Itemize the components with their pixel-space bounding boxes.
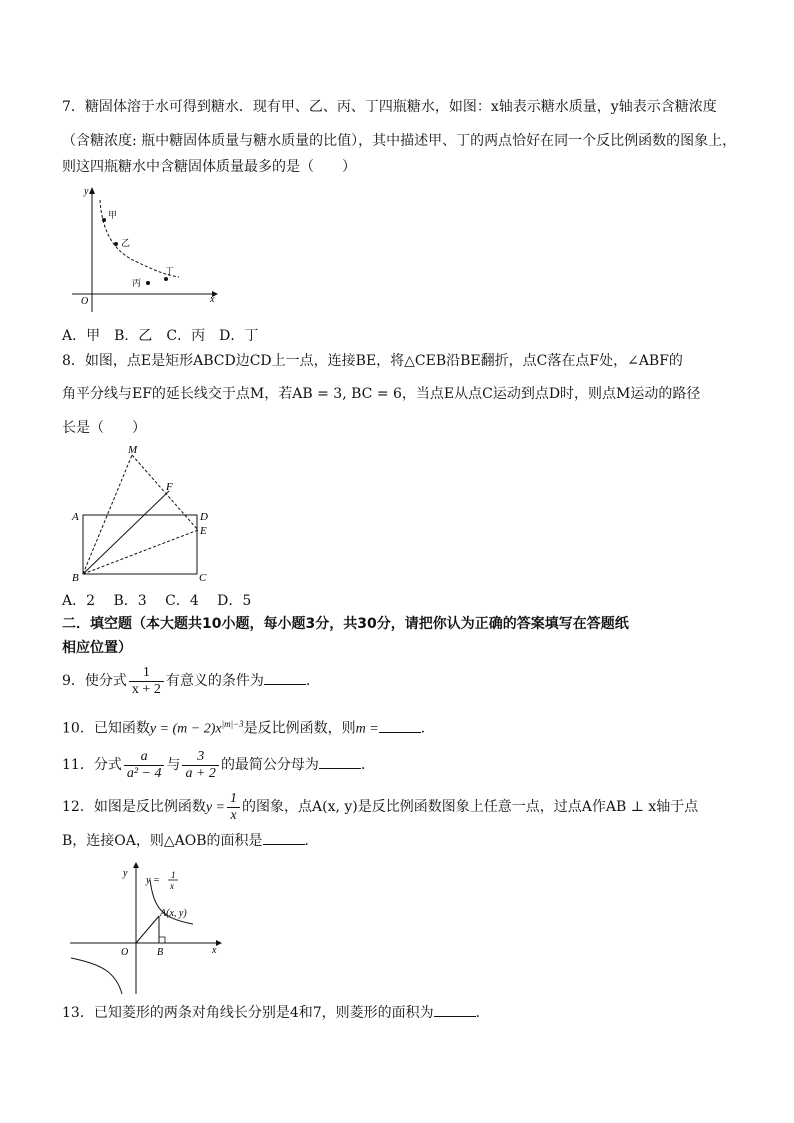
q8-segment-BE [83,530,198,574]
q8-line1: 8．如图，点E是矩形ABCD边CD上一点，连接BE，将△CEB沿BE翻折，点C落在点F处，∠ABF的 [62,353,683,369]
q10-prefix: 10．已知函数 [62,720,150,737]
q10-exponent: |m|−3 [221,719,244,729]
q12-line2-text: B，连接OA，则△AOB的面积是 [62,833,263,849]
q7-label-jia: 甲 [108,210,118,220]
q8-label-D: D [200,511,208,523]
q8-label-B: B [72,572,79,584]
q8-label-E: E [200,525,207,537]
q8-rectangle [83,515,197,574]
q12-function: y = [205,800,225,815]
q7-line1: 7．糖固体溶于水可得到糖水．现有甲、乙、丙、丁四瓶糖水，如图：x轴表示糖水质量，y轴表示含糖浓度 [62,99,717,115]
q10 [62,712,435,742]
q9-suffix: 有意义的条件为 [165,673,264,689]
q11-numerator-1: a [124,749,165,766]
q12-figure [66,858,226,998]
q13-end: ． [475,1005,490,1021]
section2-heading-line2: 相应位置） [62,640,132,656]
q12-answer-blank[interactable] [263,844,305,845]
q9-answer-blank[interactable] [264,684,306,685]
q12-numerator: 1 [227,791,240,808]
q12-y-label: y [123,868,128,879]
q8-line3: 长是（ ） [62,420,146,436]
q7-point-bing [146,281,150,285]
q12-middle: 的图象，点A(x, y)是反比例函数图象上任意一点，过点A作AB ⊥ x轴于点 [242,799,699,815]
q7-point-ding [164,277,168,281]
q11-prefix: 11．分式 [62,757,122,773]
q10-suffix: 是反比例函数，则 [243,720,356,737]
q8-figure [62,442,222,587]
q11-end: ． [360,757,375,773]
q11-answer-blank[interactable] [319,768,361,769]
q7-options: A．甲 B．乙 C．丙 D．丁 [62,328,259,344]
q7-y-arrow [89,187,95,194]
q9-fraction [129,665,164,698]
q8-options: A．2 B．3 C．4 D．5 [62,593,252,609]
q12-segment-OA [136,916,159,943]
q12-label-B: B [157,947,164,958]
section2-heading-line1: 二．填空题（本大题共10小题，每小题3分，共30分，请把你认为正确的答案填写在答题纸 [62,616,629,632]
q13 [62,1003,490,1023]
q11 [62,748,375,782]
q7-point-yi [114,242,118,246]
q13-text: 13．已知菱形的两条对角线长分别是4和7，则菱形的面积为 [62,1005,434,1021]
q8-segment-ME [132,455,198,530]
q12-equation-label: y = [146,875,160,886]
q10-function: y = (m − 2)x [149,721,222,737]
q7-line3: 则这四瓶糖水中含糖固体质量最多的是（ ） [62,159,356,175]
q9-prefix: 9．使分式 [62,673,127,689]
q12-prefix: 12．如图是反比例函数 [62,799,206,815]
q11-middle: 与 [166,757,181,773]
q8-line2: 角平分线与EF的延长线交于点M，若AB = 3, BC = 6，当点E从点C运动到点D时，则点M运动的路径 [62,386,701,402]
q7-figure [62,182,232,332]
q11-denominator-2: a + 2 [185,765,216,781]
q8-label-M: M [128,444,138,456]
q9-end: ． [305,673,320,689]
q8-label-F: F [166,481,173,493]
q9 [62,664,320,698]
q7-label-ding: 丁 [165,266,175,276]
q7-point-jia [102,218,106,222]
q9-numerator: 1 [129,665,164,682]
q11-fraction-2 [182,749,218,782]
q10-m: m = [355,721,379,737]
q13-answer-blank[interactable] [434,1016,476,1017]
q11-numerator-2: 3 [182,749,218,766]
q12-x-label: x [212,945,217,956]
q12-end: ． [304,833,319,849]
q11-suffix: 的最简公分母为 [220,757,319,773]
q8-label-A: A [72,511,79,523]
q12-line2 [62,831,319,851]
q7-x-label: x [210,294,215,305]
q9-denominator: x + 2 [131,681,161,697]
q12-right-angle-mark [159,937,165,943]
q7-line2: （含糖浓度: 瓶中糖固体质量与糖水质量的比值），其中描述甲、丁的两点恰好在同一个反比例函数的图象上， [62,133,737,149]
q11-denominator-1: a² − 4 [126,765,162,781]
q7-y-label: y [84,186,89,197]
q12-fraction [227,791,240,824]
q8-segment-BF [83,491,169,574]
q12-curve-quadrant-3 [71,958,122,994]
q7-label-yi: 乙 [121,238,131,248]
q12-y-arrow [133,862,139,868]
q8-label-C: C [199,572,207,584]
q12-denominator: x [230,807,237,823]
q12-line1 [62,790,698,825]
q12-origin-label: O [121,947,129,958]
q12-equation-denominator: x [170,881,174,891]
q10-answer-blank[interactable] [379,732,421,733]
q12-equation-numerator: 1 [171,870,176,880]
q12-label-A: A(x, y) [160,908,187,919]
q7-label-bing: 丙 [132,278,142,288]
q7-origin-label: O [81,296,89,307]
q11-fraction-1 [124,749,165,782]
q10-end: ． [420,720,435,737]
q12-x-arrow [216,940,222,946]
